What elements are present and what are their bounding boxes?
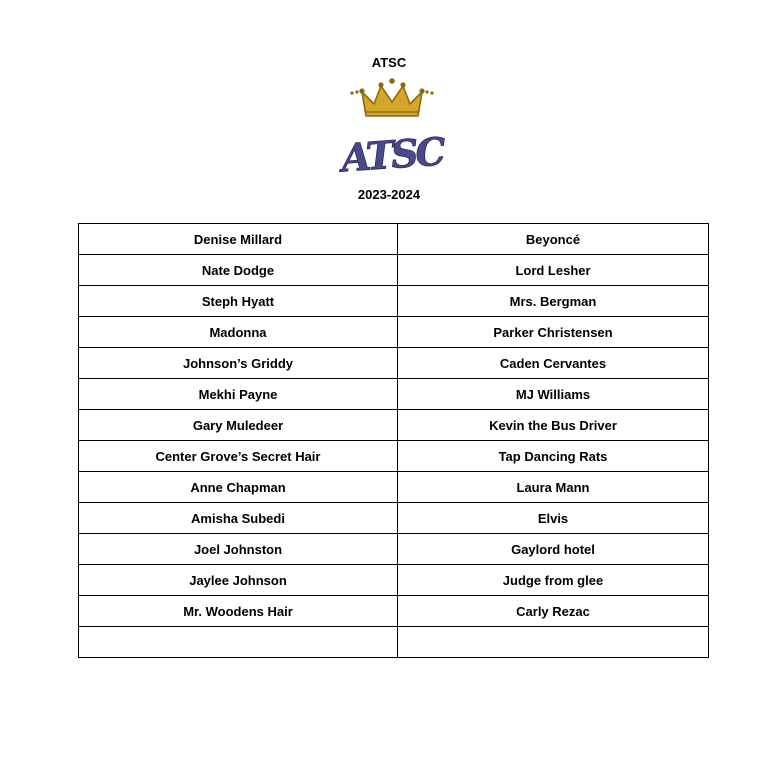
table-cell-right: Tap Dancing Rats bbox=[398, 441, 709, 472]
table-cell-left: Amisha Subedi bbox=[79, 503, 398, 534]
table-cell-left: Denise Millard bbox=[79, 224, 398, 255]
table-cell-right: Lord Lesher bbox=[398, 255, 709, 286]
table-row bbox=[79, 534, 709, 565]
table-cell-right: Gaylord hotel bbox=[398, 534, 709, 565]
table-row bbox=[79, 503, 709, 534]
atsc-crown-logo bbox=[339, 78, 445, 181]
table-cell-left: Steph Hyatt bbox=[79, 286, 398, 317]
logo-letters: ATSC bbox=[339, 128, 445, 181]
table-row bbox=[79, 472, 709, 503]
table-cell-left: Joel Johnston bbox=[79, 534, 398, 565]
table-row bbox=[79, 348, 709, 379]
table-row bbox=[79, 224, 709, 255]
table-cell-right: Elvis bbox=[398, 503, 709, 534]
crown-icon bbox=[350, 78, 433, 116]
table-cell-left: Jaylee Johnson bbox=[79, 565, 398, 596]
table-cell-right: Carly Rezac bbox=[398, 596, 709, 627]
table-cell-right: MJ Williams bbox=[398, 379, 709, 410]
table-cell-right: Parker Christensen bbox=[398, 317, 709, 348]
table-cell-left: Johnson’s Griddy bbox=[79, 348, 398, 379]
table-cell-right: Laura Mann bbox=[398, 472, 709, 503]
table-cell-right: Kevin the Bus Driver bbox=[398, 410, 709, 441]
table-cell-right bbox=[398, 627, 709, 658]
table-cell-right: Beyoncé bbox=[398, 224, 709, 255]
page-title: ATSC bbox=[371, 55, 407, 70]
table-row bbox=[79, 379, 709, 410]
table-row bbox=[79, 255, 709, 286]
table-row bbox=[79, 627, 709, 658]
table-cell-left bbox=[79, 627, 398, 658]
names-table bbox=[78, 223, 709, 658]
table-cell-left: Anne Chapman bbox=[79, 472, 398, 503]
table-row bbox=[79, 441, 709, 472]
table-row bbox=[79, 317, 709, 348]
table-cell-left: Madonna bbox=[79, 317, 398, 348]
table-cell-right: Judge from glee bbox=[398, 565, 709, 596]
table-cell-left: Gary Muledeer bbox=[79, 410, 398, 441]
names-table-body bbox=[79, 224, 709, 658]
table-cell-right: Caden Cervantes bbox=[398, 348, 709, 379]
table-row bbox=[79, 596, 709, 627]
table-cell-right: Mrs. Bergman bbox=[398, 286, 709, 317]
table-cell-left: Nate Dodge bbox=[79, 255, 398, 286]
table-cell-left: Mekhi Payne bbox=[79, 379, 398, 410]
table-row bbox=[79, 565, 709, 596]
table-cell-left: Center Grove’s Secret Hair bbox=[79, 441, 398, 472]
table-cell-left: Mr. Woodens Hair bbox=[79, 596, 398, 627]
table-row bbox=[79, 286, 709, 317]
date-range: 2023-2024 bbox=[357, 187, 421, 202]
table-row bbox=[79, 410, 709, 441]
